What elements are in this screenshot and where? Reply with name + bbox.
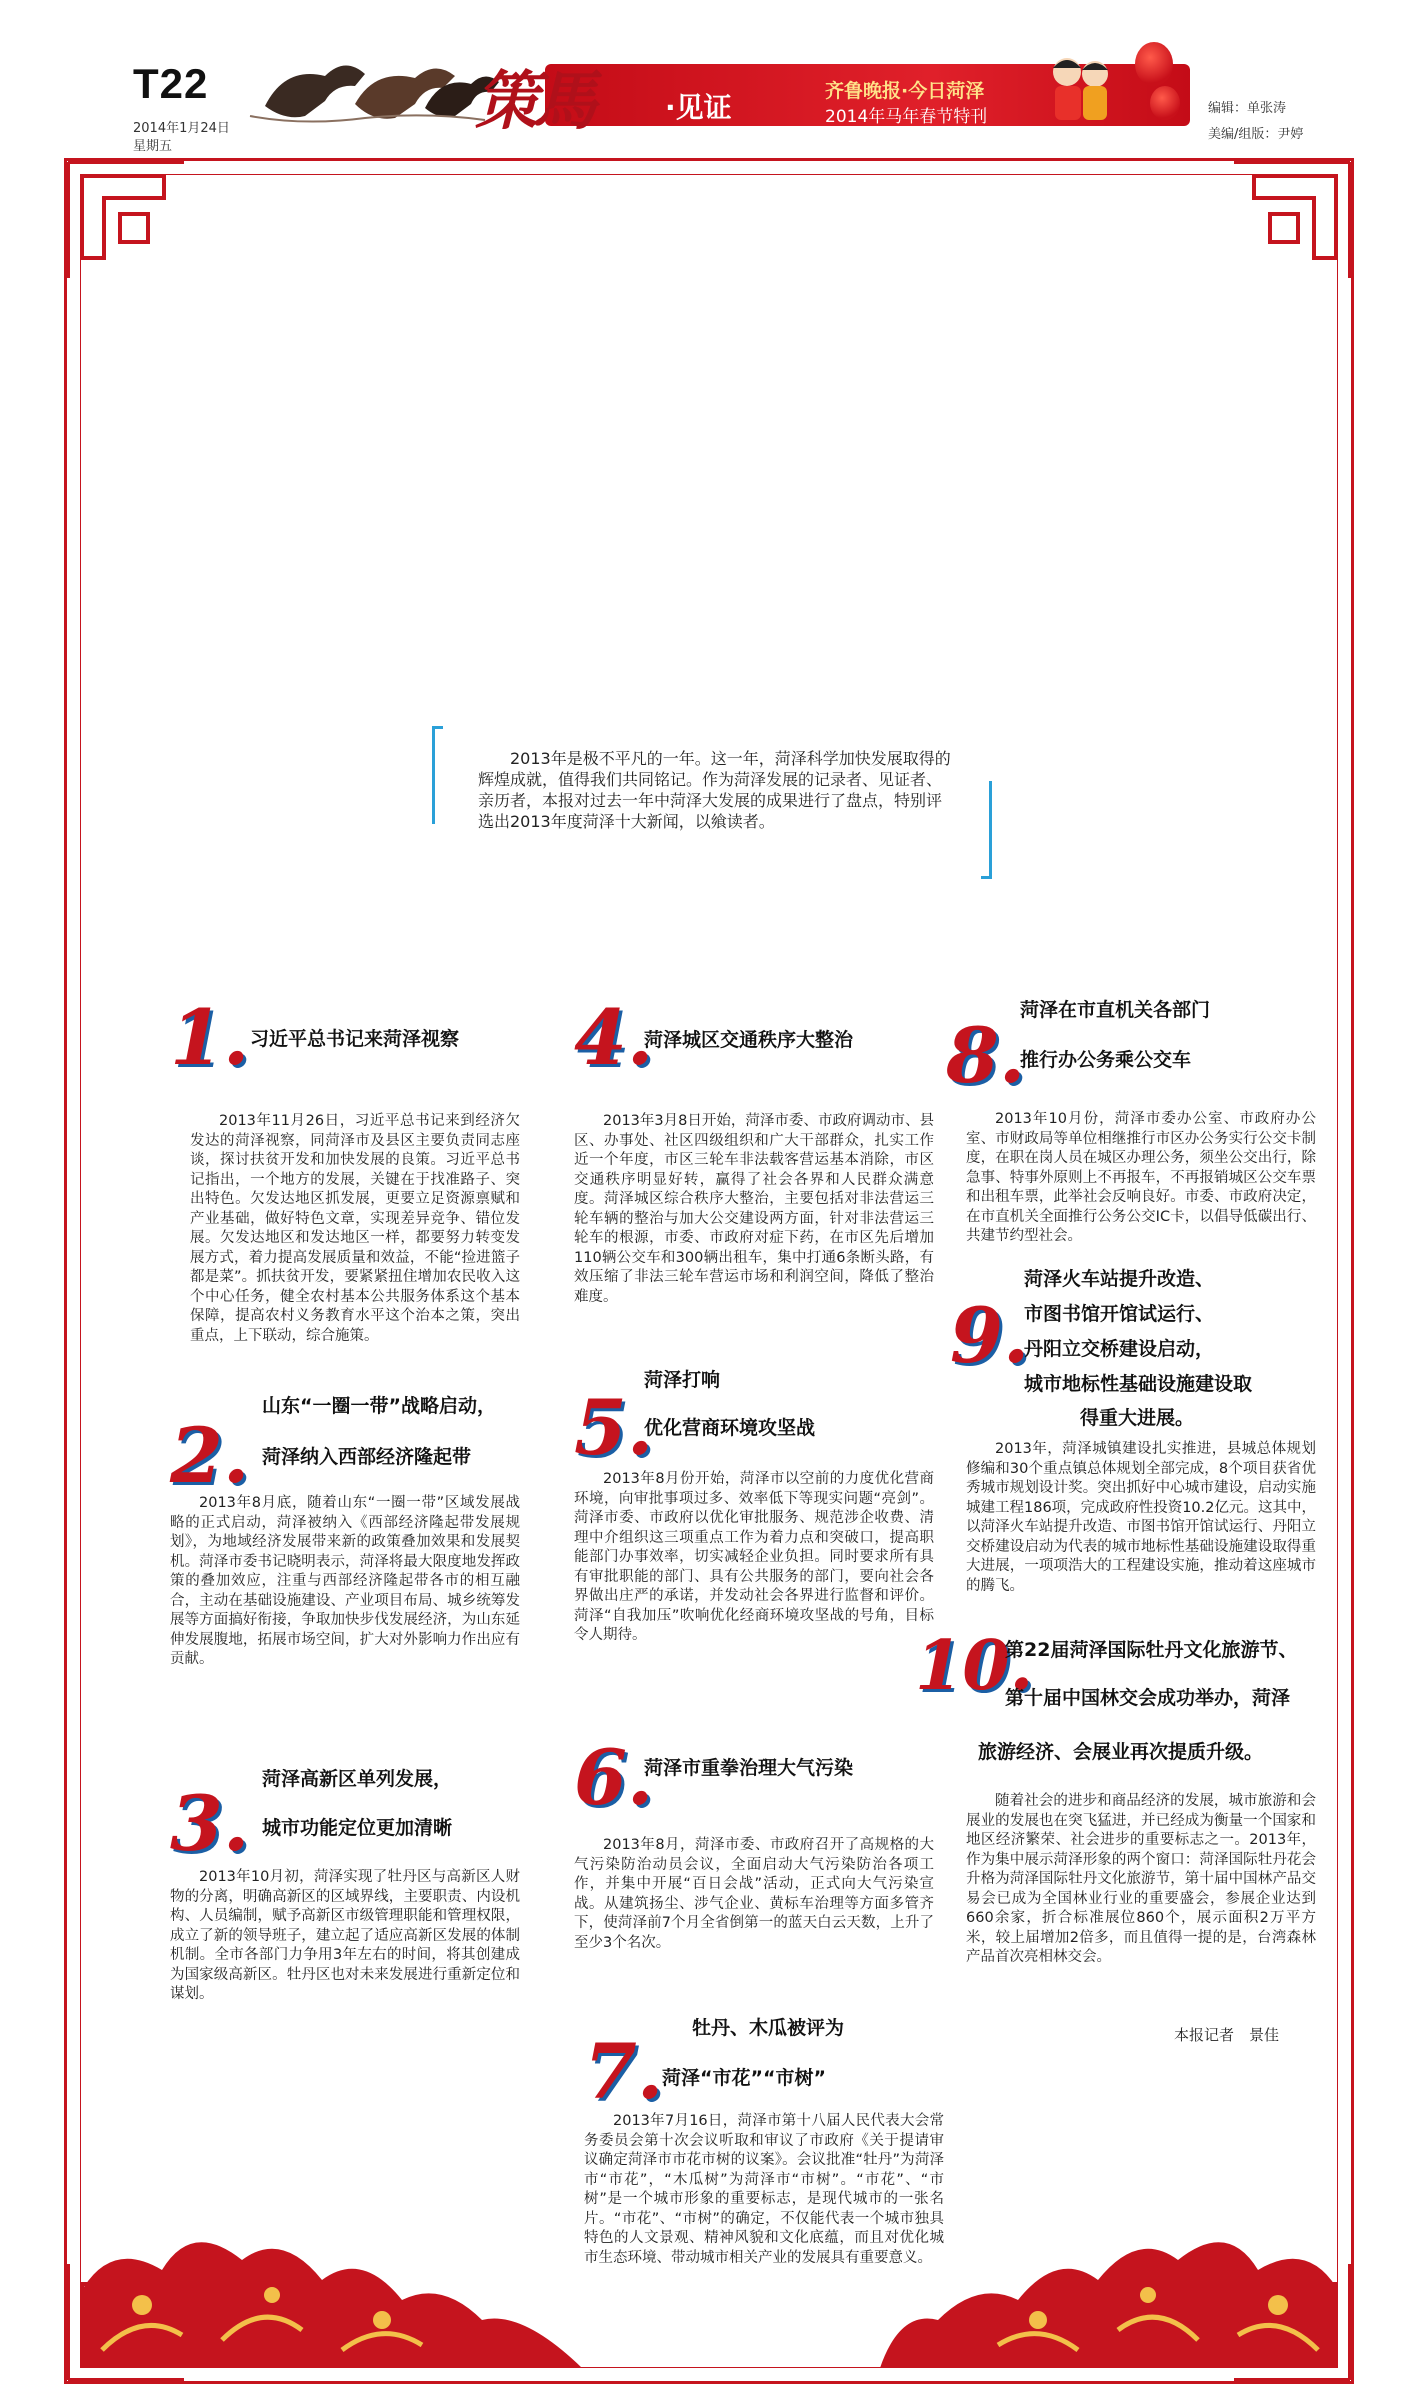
item-body: 2013年7月16日，菏泽市第十八届人民代表大会常务委员会第十次会议听取和审议了市政府《关于提请审议确定菏泽市市花市树的议案》。会议批准“牡丹”为菏泽市“市花”，“木瓜树”为菏泽市“市树”。“市花”、“市树”是一个城市形象的重要标志，是现代城市的一张名片。“市花”、“市树”的确定，不仅能代表一个城市独具特色的人文景观、精神风貌和文化底蕴，而且对优化城市生态环境、带动城市相关产业的发展具有重要意义。 — [584, 2113, 944, 2266]
banner-calligraphy: 策馬 — [475, 64, 591, 139]
item-body: 2013年3月8日开始，菏泽市委、市政府调动市、县区、办事处、社区四级组织和广大干部群众，扎实工作近一个年度，市区三轮车非法载客营运基本消除，市区交通秩序明显好转，赢得了社会各界和人民群众满意度。菏泽城区综合秩序大整治，主要包括对非法营运三轮车辆的整治与加大公交建设两方面，针对非法营运三轮车的根源，市委、市政府对症下药，在市区先后增加110辆公交车和300辆出租车，集中打通6条断头路，有效压缩了非法三轮车营运市场和利润空间，降低了整治难度。 — [574, 1113, 934, 1305]
item-number: 4. — [574, 993, 654, 1082]
item-number: 5. — [574, 1383, 654, 1472]
frame-corner-pattern-icon — [64, 158, 194, 288]
item-body: 2013年10月份，菏泽市委办公室、市政府办公室、市财政局等单位相继推行市区办公务实行公交卡制度，在职在岗人员在城区办理公务，须坐公交出行，除急事、特事外原则上不再报车，不再报销城区公交车票和出租车票，此举社会反响良好。市委、市政府决定，在市直机关全面推行公务公交IC卡，以倡导低碳出行、共建节约型社会。 — [966, 1111, 1316, 1244]
item-number: 1. — [170, 993, 250, 1082]
item-headline: 菏泽高新区单列发展， — [262, 1768, 453, 1790]
reporter-byline: 本报记者 景佳 — [1174, 2026, 1280, 2044]
item-body: 2013年11月26日，习近平总书记来到经济欠发达的菏泽视察，同菏泽市及县区主要负责同志座谈，探讨扶贫开发和加快发展的良策。习近平总书记指出，一个地方的发展，关键在于找准路子、突出特色。欠发达地区抓发展，更要立足资源禀赋和产业基础，做好特色文章，实现差异竞争、错位发展。欠发达地区和发达地区一样，都要努力转变发展方式，着力提高发展质量和效益，不能“捡进篮子都是菜”。抓扶贫开发，要紧紧扭住增加农民收入这个中心任务，健全农村基本公共服务体系这个基本保障，提高农村义务教育水平这个治本之策，突出重点，上下联动，综合施策。 — [190, 1113, 520, 1344]
special-issue-title: 2014年马年春节特刊 — [825, 107, 988, 127]
section-title: ·见证 — [665, 91, 732, 124]
item-number: 2. — [170, 1411, 250, 1500]
item-number: 7. — [584, 2027, 664, 2116]
item-headline: 优化营商环境攻坚战 — [644, 1417, 816, 1439]
item-headline: 山东“一圈一带”战略启动， — [262, 1395, 496, 1417]
item-headline: 菏泽市重拳治理大气污染 — [644, 1757, 854, 1779]
item-headline: 菏泽城区交通秩序大整治 — [644, 1029, 854, 1051]
weekday-text: 星期五 — [133, 139, 173, 154]
item-number: 10. — [915, 1626, 1034, 1706]
item-headline: 菏泽火车站提升改造、 — [1024, 1268, 1215, 1290]
editor-credits — [1208, 96, 1303, 148]
item-number: 8. — [946, 1011, 1026, 1100]
item-headline: 市图书馆开馆试运行、 — [1024, 1303, 1215, 1325]
page-number: T22 — [133, 60, 209, 107]
item-headline: 牡丹、木瓜被评为 — [692, 2017, 845, 2039]
item-body: 随着社会的进步和商品经济的发展，城市旅游和会展业的发展也在突飞猛进，并已经成为衡量一个国家和地区经济繁荣、社会进步的重要标志之一。2013年，作为集中展示菏泽形象的两个窗口：菏泽国际牡丹花会升格为菏泽国际牡丹文化旅游节，第十届中国林产品交易会已成为全国林业行业的重要盛会，参展企业达到660余家，折合标准展位860个，展示面积2万平方米，较上届增加2倍多，而且值得一提的是，台湾森林产品首次亮相林交会。 — [966, 1793, 1316, 1965]
item-body: 2013年8月，菏泽市委、市政府召开了高规格的大气污染防治动员会议，全面启动大气污染防治各项工作，并集中开展“百日会战”活动，正式向大气污染宣战。从建筑扬尘、涉气企业、黄标车治理等方面多管齐下，使菏泽前7个月全省倒第一的蓝天白云天数，上升了至少3个名次。 — [574, 1837, 934, 1951]
lantern-icon — [1150, 86, 1180, 120]
designer-name: 美编/组版：尹婷 — [1208, 127, 1304, 142]
item-headline: 习近平总书记来菏泽视察 — [250, 1028, 460, 1050]
item-headline: 第十届中国林交会成功举办，菏泽 — [1005, 1687, 1291, 1709]
item-headline: 丹阳立交桥建设启动， — [1024, 1338, 1215, 1360]
item-number: 6. — [574, 1733, 654, 1822]
item-headline: 菏泽在市直机关各部门 — [1020, 999, 1211, 1021]
item-body: 2013年8月份开始，菏泽市以空前的力度优化营商环境，向审批事项过多、效率低下等现实问题“亮剑”。菏泽市委、市政府以优化审批服务、规范涉企收费、清理中介组织这三项重点工作为着力点和突破口，提高职能部门办事效率，切实减轻企业负担。同时要求所有具有审批职能的部门、具有公共服务的部门，要向社会各界做出庄严的承诺，并发动社会各界进行监督和评价。菏泽“自我加压”吹响优化经商环境攻坚战的号角，目标令人期待。 — [574, 1471, 934, 1643]
item-headline: 城市功能定位更加清晰 — [262, 1817, 453, 1839]
item-headline: 得重大进展。 — [1080, 1407, 1195, 1429]
newspaper-name: 齐鲁晚报·今日菏泽 — [825, 80, 985, 102]
issue-date — [133, 120, 230, 156]
children-figure-icon — [1045, 50, 1115, 132]
item-headline: 菏泽打响 — [644, 1369, 721, 1391]
item-headline: 旅游经济、会展业再次提质升级。 — [978, 1741, 1264, 1763]
festive-clouds-decoration-icon — [880, 2200, 1338, 2368]
item-number: 3. — [170, 1779, 250, 1868]
item-headline: 第22届菏泽国际牡丹文化旅游节、 — [1005, 1639, 1298, 1661]
frame-corner-pattern-icon — [1224, 158, 1354, 288]
intro-paragraph: 2013年是极不平凡的一年。这一年，菏泽科学加快发展取得的辉煌成就，值得我们共同铭记。作为菏泽发展的记录者、见证者、亲历者，本报对过去一年中菏泽大发展的成果进行了盘点，特别评选出2013年度菏泽十大新闻，以飨读者。 — [478, 749, 951, 831]
masthead-banner — [245, 46, 1190, 139]
item-body: 2013年8月底，随着山东“一圈一带”区域发展战略的正式启动，菏泽被纳入《西部经济隆起带发展规划》，为地域经济发展带来新的政策叠加效果和发展契机。菏泽市委书记晓明表示，菏泽将最大限度地发挥政策的叠加效应，注重与西部经济隆起带各市的相互融合，主动在基础设施建设、产业项目布局、城乡统筹发展等方面搞好衔接，争取加快步伐发展经济，为山东延伸发展腹地，拓展市场空间，扩大对外影响力作出应有贡献。 — [170, 1495, 520, 1667]
item-headline: 菏泽“市花”“市树” — [662, 2067, 826, 2089]
item-headline: 城市地标性基础设施建设取 — [1024, 1373, 1253, 1395]
lantern-icon — [1135, 42, 1173, 86]
item-body: 2013年10月初，菏泽实现了牡丹区与高新区人财物的分离，明确高新区的区域界线，主要职责、内设机构、人员编制，赋予高新区市级管理职能和管理权限，成立了新的领导班子，建立起了适应高新区发展的体制机制。全市各部门力争用3年左右的时间，将其创建成为国家级高新区。牡丹区也对未来发展进行重新定位和谋划。 — [170, 1869, 520, 2002]
item-body: 2013年，菏泽城镇建设扎实推进，县城总体规划修编和30个重点镇总体规划全部完成，8个项目获省优秀城市规划设计奖。突出抓好中心城市建设，启动实施城建工程186项，完成政府性投资10.2亿元。这其中，以菏泽火车站提升改造、市图书馆开馆试运行、丹阳立交桥建设启动为代表的城市地标性基础设施建设取得重大进展，一项项浩大的工程建设实施，推动着这座城市的腾飞。 — [966, 1441, 1316, 1594]
item-number: 9. — [950, 1291, 1030, 1380]
editor-name: 编辑：单张涛 — [1208, 101, 1287, 116]
item-headline: 推行办公务乘公交车 — [1020, 1049, 1192, 1071]
date-text: 2014年1月24日 — [133, 121, 230, 136]
item-headline: 菏泽纳入西部经济隆起带 — [262, 1446, 472, 1468]
festive-clouds-decoration-icon — [82, 2200, 582, 2368]
